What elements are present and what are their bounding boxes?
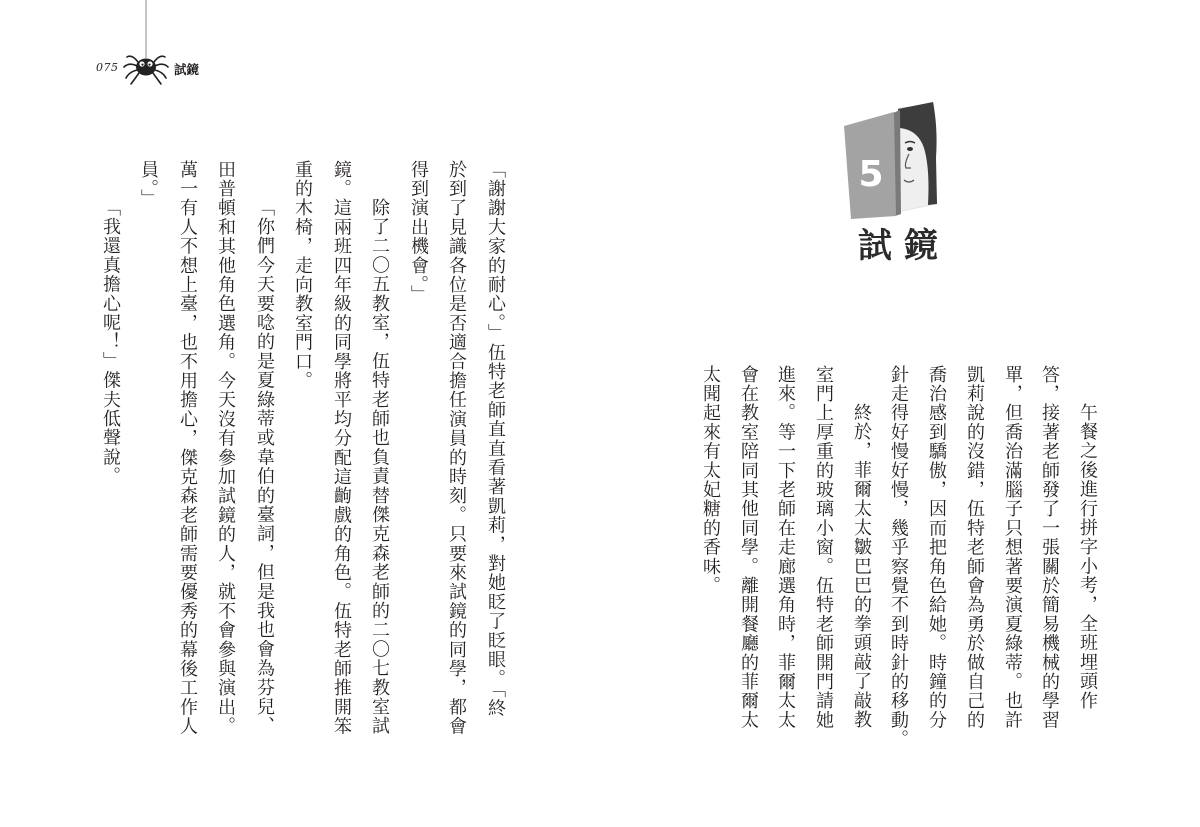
spider-body bbox=[136, 59, 156, 76]
text-column: 喬治感到驕傲，因而把角色給她。時鐘的分 bbox=[926, 365, 947, 730]
chapter-number: 5 bbox=[858, 154, 884, 195]
text-column: 單，但喬治滿腦子只想著要演夏綠蒂。也許 bbox=[1002, 365, 1023, 730]
text-column: 「你們今天要唸的是夏綠蒂或韋伯的臺詞，但是我也會為芬兒、 bbox=[254, 198, 275, 736]
spider-icon bbox=[118, 0, 174, 90]
text-column: 太聞起來有太妃糖的香味。 bbox=[700, 365, 721, 596]
text-column: 於到了見識各位是否適合擔任演員的時刻。只要來試鏡的同學，都會 bbox=[446, 160, 467, 736]
page-number: 075 bbox=[96, 61, 119, 74]
text-column: 針走得好慢好慢，幾乎察覺不到時針的移動。 bbox=[888, 365, 909, 749]
text-column: 室門上厚重的玻璃小窗。伍特老師開門請她 bbox=[813, 365, 834, 730]
text-column: 鏡。這兩班四年級的同學將平均分配這齣戲的角色。伍特老師推開笨 bbox=[331, 160, 352, 736]
text-column: 「我還真擔心呢！」傑夫低聲說。 bbox=[100, 198, 121, 486]
text-column: 午餐之後進行拼字小考，全班埋頭作 bbox=[1077, 403, 1098, 711]
right-page bbox=[600, 0, 1200, 827]
running-title: 試鏡 bbox=[174, 62, 200, 77]
text-column: 得到演出機會。」 bbox=[408, 160, 429, 305]
text-column: 進來。等一下老師在走廊選角時，菲爾太太 bbox=[775, 365, 796, 730]
text-column: 會在教室陪同其他同學。離開餐廳的菲爾太 bbox=[738, 365, 759, 730]
text-column: 重的木椅，走向教室門口。 bbox=[292, 160, 313, 391]
text-column: 田普頓和其他角色選角。今天沒有參加試鏡的人，就不會參與演出。 bbox=[215, 160, 236, 736]
book-face-illustration-icon bbox=[838, 98, 942, 222]
text-column: 終於，菲爾太太皺巴巴的拳頭敲了敲教 bbox=[851, 403, 872, 730]
text-column: 萬一有人不想上臺，也不用擔心，傑克森老師需要優秀的幕後工作人 bbox=[177, 160, 198, 736]
text-column: 凱莉說的沒錯，伍特老師會為勇於做自己的 bbox=[964, 365, 985, 730]
text-column: 員。」 bbox=[138, 160, 159, 209]
chapter-title: 試鏡 bbox=[858, 226, 950, 266]
text-column: 答，接著老師發了一張關於簡易機械的學習 bbox=[1039, 365, 1060, 730]
text-column: 「謝謝大家的耐心。」伍特老師直直看著凱莉，對她眨了眨眼。「終 bbox=[485, 160, 506, 718]
text-column: 除了二〇五教室，伍特老師也負責替傑克森老師的二〇七教室試 bbox=[369, 198, 390, 736]
illustration-eye bbox=[907, 147, 913, 151]
